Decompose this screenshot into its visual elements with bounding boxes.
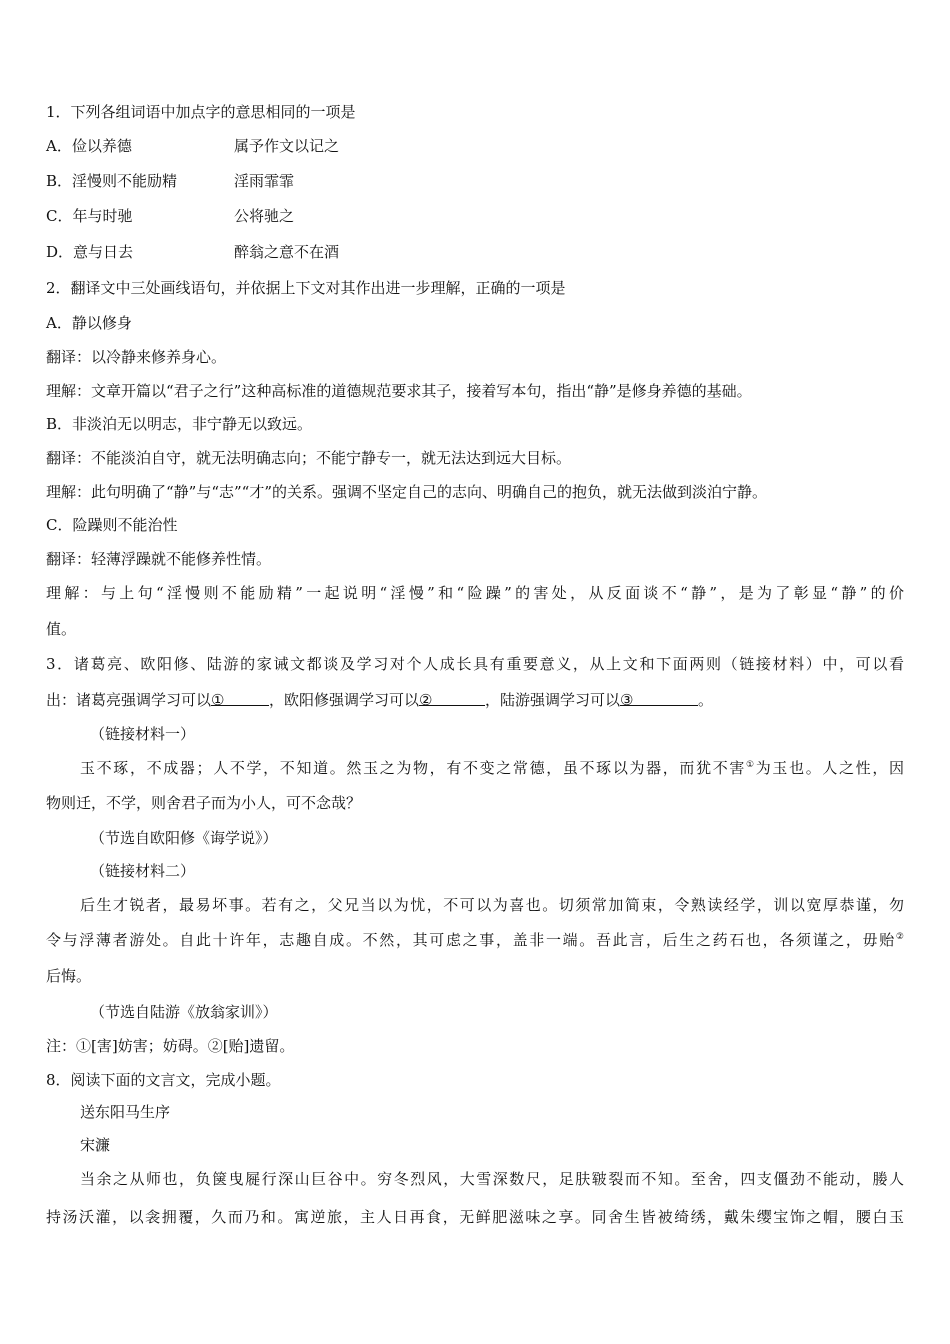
- q2-c-title: C．险躁则不能治性: [46, 516, 178, 534]
- q2-b-title: B．非淡泊无以明志，非宁静无以致远。: [46, 415, 313, 433]
- q2-a-translation: 翻译：以冷静来修养身心。: [46, 348, 227, 366]
- q3-text-2: ，欧阳修强调学习可以: [269, 691, 420, 709]
- q8-essay-title: 送东阳马生序: [80, 1103, 171, 1121]
- q1-stem: 1．下列各组词语中加点字的意思相同的一项是: [46, 103, 356, 121]
- q1-option-c-right: 公将驰之: [234, 207, 295, 225]
- link2-footnote-mark: ②: [895, 932, 904, 942]
- q3-blank-1-mark: ①: [211, 691, 225, 709]
- q3-text-end: 。: [698, 691, 714, 709]
- q1-option-a-left: A．俭以养德: [46, 137, 132, 155]
- link2-para-line3: 后悔。: [46, 967, 92, 985]
- q1-option-c-left: C．年与时驰: [46, 207, 133, 225]
- link2-title: （链接材料二）: [90, 862, 196, 880]
- q2-a-title: A．静以修身: [46, 314, 132, 332]
- q1-option-d-left: D．意与日去: [46, 243, 134, 261]
- link1-para-line2: 物则迁，不学，则舍君子而为小人，可不念哉？: [46, 794, 362, 812]
- link1-title: （链接材料一）: [90, 725, 196, 743]
- q2-a-understanding: 理解：文章开篇以“君子之行”这种高标准的道德规范要求其子，接着写本句，指出“静”是修身养德的基础。: [46, 382, 752, 400]
- q3-blank-3[interactable]: [620, 690, 698, 709]
- q3-blank-3-mark: ③: [620, 691, 634, 709]
- q8-essay-line1: 当余之从师也，负箧曳屣行深山巨谷中。穷冬烈风，大雪深数尺，足肤皲裂而不知。至舍，四支僵劲不能动，媵人: [80, 1170, 904, 1188]
- q3-text-3: ，陆游强调学习可以: [485, 691, 621, 709]
- q3-blank-2[interactable]: [419, 690, 485, 709]
- q1-option-c: [46, 206, 446, 226]
- q3-stem-blanks: [46, 690, 713, 710]
- q2-b-translation: 翻译：不能淡泊自守，就无法明确志向；不能宁静专一，就无法达到远大目标。: [46, 449, 572, 467]
- q3-blank-2-mark: ②: [419, 691, 433, 709]
- link2-para-line1: 后生才锐者，最易坏事。若有之，父兄当以为忧，不可以为喜也。切须常加简束，令熟读经学，训以宽厚恭谨，勿: [80, 896, 904, 914]
- q2-stem: 2．翻译文中三处画线语句，并依据上下文对其作出进一步理解，正确的一项是: [46, 279, 566, 297]
- link2-para-line2: [46, 930, 904, 950]
- q1-option-a: [46, 136, 446, 156]
- q1-option-b: [46, 171, 446, 191]
- q1-option-a-right: 属予作文以记之: [234, 137, 340, 155]
- link1-text-b: 为玉也。人之性，因: [755, 759, 904, 777]
- q8-essay-line2: 持汤沃灌，以衾拥覆，久而乃和。寓逆旅，主人日再食，无鲜肥滋味之享。同舍生皆被绮绣，戴朱缨宝饰之帽，腰白玉: [46, 1208, 904, 1226]
- footnote: 注：①[害]妨害；妨碍。②[贻]遗留。: [46, 1037, 295, 1055]
- link1-footnote-mark: ①: [746, 760, 756, 770]
- link1-source: （节选自欧阳修《诲学说》）: [90, 829, 278, 847]
- link1-text-a: 玉不琢，不成器；人不学，不知道。然玉之为物，有不变之常德，虽不琢以为器，而犹不害: [80, 759, 747, 777]
- link1-para-line1: [80, 758, 904, 778]
- q2-c-understanding: 理解：与上句“淫慢则不能励精”一起说明“淫慢”和“险躁”的害处，从反面谈不“静”，是为了彰显“静”的价: [46, 584, 904, 602]
- q8-essay-author: 宋濂: [80, 1136, 111, 1154]
- q1-option-d: [46, 242, 446, 262]
- q8-stem: 8．阅读下面的文言文，完成小题。: [46, 1071, 281, 1089]
- q1-option-b-left: B．淫慢则不能励精: [46, 172, 178, 190]
- q2-b-understanding: 理解：此句明确了“静”与“志”“才”的关系。强调不坚定自己的志向、明确自己的抱负，就无法做到淡泊宁静。: [46, 483, 768, 501]
- q3-stem: 3．诸葛亮、欧阳修、陆游的家诫文都谈及学习对个人成长具有重要意义，从上文和下面两则（链接材料）中，可以看: [46, 655, 904, 673]
- q3-blank-1[interactable]: [211, 690, 269, 709]
- q3-text-1: 出：诸葛亮强调学习可以: [46, 691, 212, 709]
- q1-option-b-right: 淫雨霏霏: [234, 172, 295, 190]
- q2-c-understanding-cont: 值。: [46, 620, 77, 638]
- link2-text-a: 令与浮薄者游处。自此十许年，志趣自成。不然，其可虑之事，盖非一端。吾此言，后生之药石也，各须谨之，毋贻: [46, 931, 896, 949]
- q2-c-translation: 翻译：轻薄浮躁就不能修养性情。: [46, 550, 272, 568]
- q1-option-d-right: 醉翁之意不在酒: [234, 243, 340, 261]
- link2-source: （节选自陆游《放翁家训》）: [90, 1003, 278, 1021]
